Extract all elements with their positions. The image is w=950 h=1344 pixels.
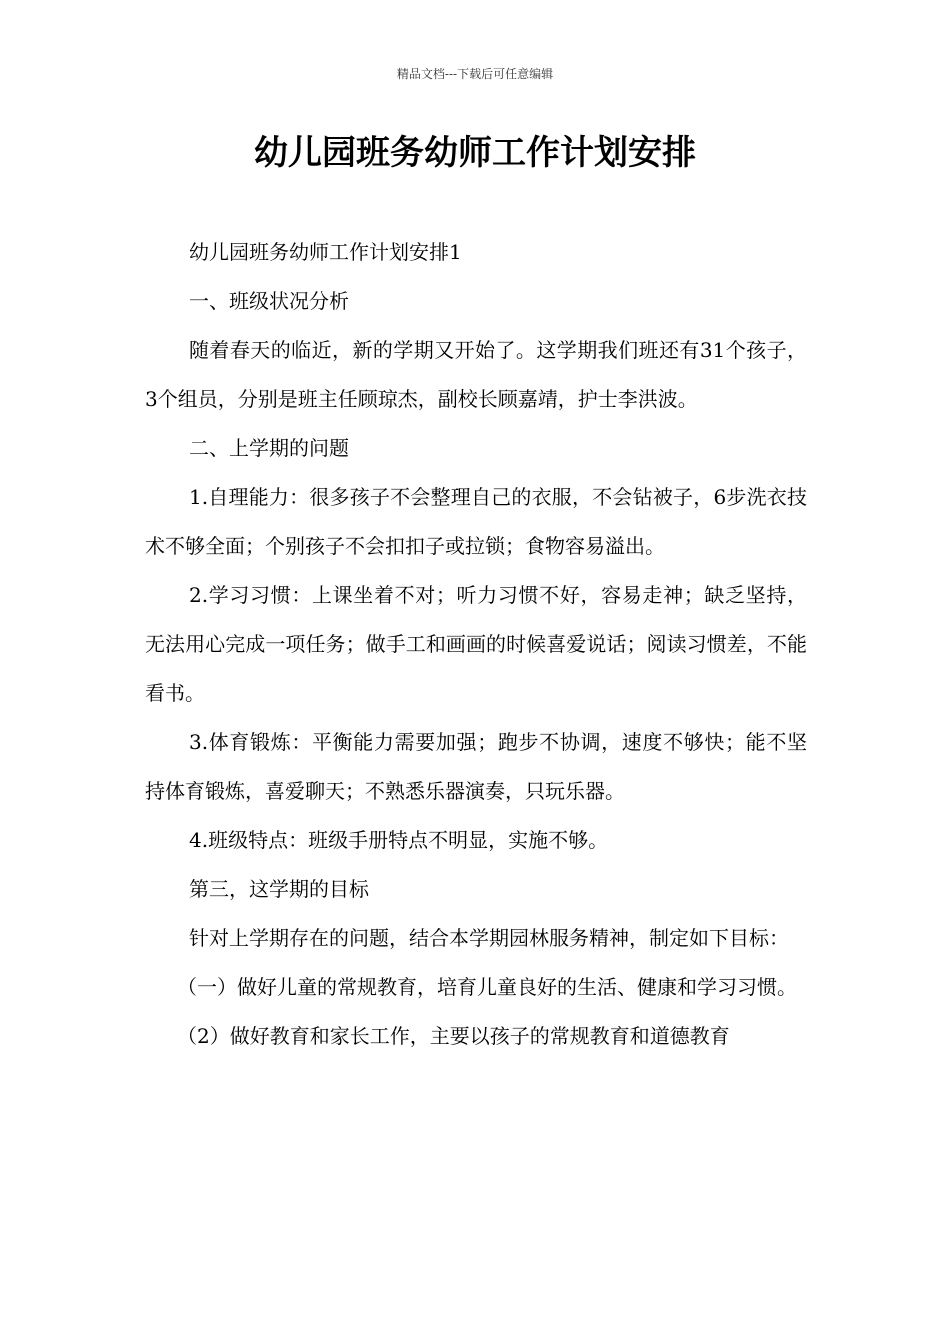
body-paragraph: 4.班级特点：班级手册特点不明显，实施不够。: [189, 828, 609, 852]
document-title: 幼儿园班务幼师工作计划安排: [254, 133, 696, 173]
body-paragraph: 3.体育锻炼：平衡能力需要加强；跑步不协调，速度不够快；能不坚持体育锻炼，喜爱聊天；不熟悉乐器演奏，只玩乐器。: [145, 730, 807, 803]
body-paragraph: （一）做好儿童的常规教育，培育儿童良好的生活、健康和学习习惯。: [177, 975, 797, 999]
header-note: 精品文档---下载后可任意编辑: [396, 67, 554, 81]
body-paragraph: （2）做好教育和家长工作，主要以孩子的常规教育和道德教育: [177, 1024, 730, 1048]
section-heading: 幼儿园班务幼师工作计划安排1: [189, 240, 462, 264]
document-body: [145, 228, 807, 1061]
body-paragraph: 随着春天的临近，新的学期又开始了。这学期我们班还有31个孩子，3个组员，分别是班主任顾琼杰，副校长顾嘉靖，护士李洪波。: [145, 338, 807, 411]
body-paragraph: 针对上学期存在的问题，结合本学期园林服务精神，制定如下目标：: [189, 926, 789, 950]
section-heading: 第三，这学期的目标: [189, 877, 369, 901]
section-heading: 二、上学期的问题: [189, 436, 349, 460]
body-paragraph: 2.学习习惯：上课坐着不对；听力习惯不好，容易走神；缺乏坚持，无法用心完成一项任务；做手工和画画的时候喜爱说话；阅读习惯差，不能看书。: [145, 583, 807, 705]
body-paragraph: 1.自理能力：很多孩子不会整理自己的衣服，不会钻被子，6步洗衣技术不够全面；个别孩子不会扣扣子或拉锁；食物容易溢出。: [145, 485, 807, 558]
section-heading: 一、班级状况分析: [189, 289, 349, 313]
